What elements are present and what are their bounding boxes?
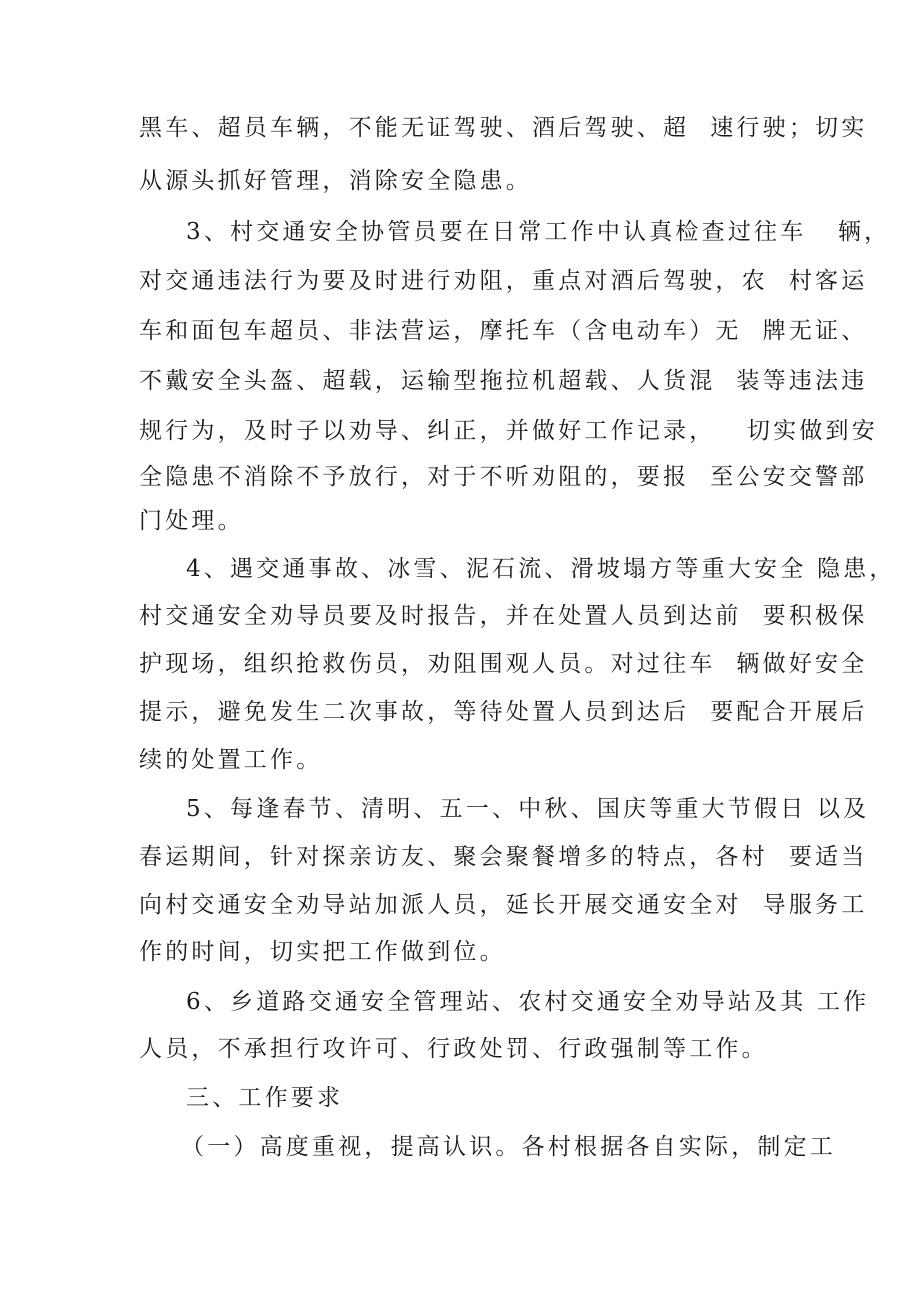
requirement-item-1: （一）高度重视，提高认识。各村根据各自实际，制定工 xyxy=(181,1134,836,1160)
body-text-line: 不戴安全头盔、超载，运输型拖拉机超载、人货混 装等违法违 xyxy=(139,368,868,394)
body-text-line: 黑车、超员车辆，不能无证驾驶、酒后驾驶、超 速行驶；切实 xyxy=(139,115,868,141)
body-text-line: 提示，避免发生二次事故，等待处置人员到达后 要配合开展后 xyxy=(139,699,868,725)
body-text-line: 村交通安全劝导员要及时报告，并在处置人员到达前 要积极保 xyxy=(139,603,868,629)
body-text-line: 从源头抓好管理，消除安全隐患。 xyxy=(139,168,532,194)
list-item-4-first-line: 4、遇交通事故、冰雪、泥石流、滑坡塌方等重大安全 隐患， xyxy=(186,556,896,582)
body-text-line: 车和面包车超员、非法营运，摩托车（含电动车）无 牌无证、 xyxy=(139,318,868,344)
body-text-line: 春运期间，针对探亲访友、聚会聚餐增多的特点，各村 要适当 xyxy=(139,844,868,870)
list-item-6-first-line: 6、乡道路交通安全管理站、农村交通安全劝导站及其 工作 xyxy=(186,989,870,1015)
body-text-line: 作的时间，切实把工作做到位。 xyxy=(139,939,506,965)
body-text-line: 护现场，组织抢救伤员，劝阻围观人员。对过往车 辆做好安全 xyxy=(139,651,868,677)
body-text-line: 续的处置工作。 xyxy=(139,747,323,773)
section-heading: 三、工作要求 xyxy=(186,1085,344,1111)
body-text-line: 向村交通安全劝导站加派人员，延长开展交通安全对 导服务工 xyxy=(139,892,868,918)
body-text-line: 全隐患不消除不予放行，对于不听劝阻的，要报 至公安交警部 xyxy=(139,464,868,490)
body-text-line: 对交通违法行为要及时进行劝阻，重点对酒后驾驶，农 村客运 xyxy=(139,268,868,294)
list-item-5-first-line: 5、每逢春节、清明、五一、中秋、国庆等重大节假日 以及 xyxy=(186,796,870,822)
body-text-line: 规行为，及时子以劝导、纠正，并做好工作记录， 切实做到安 xyxy=(139,418,878,444)
list-item-3-first-line: 3、村交通安全协管员要在日常工作中认真检查过往车 辆， xyxy=(186,219,891,245)
body-text-line: 人员，不承担行攻许可、行政处罚、行政强制等工作。 xyxy=(139,1036,768,1062)
body-text-line: 门处理。 xyxy=(139,508,244,534)
